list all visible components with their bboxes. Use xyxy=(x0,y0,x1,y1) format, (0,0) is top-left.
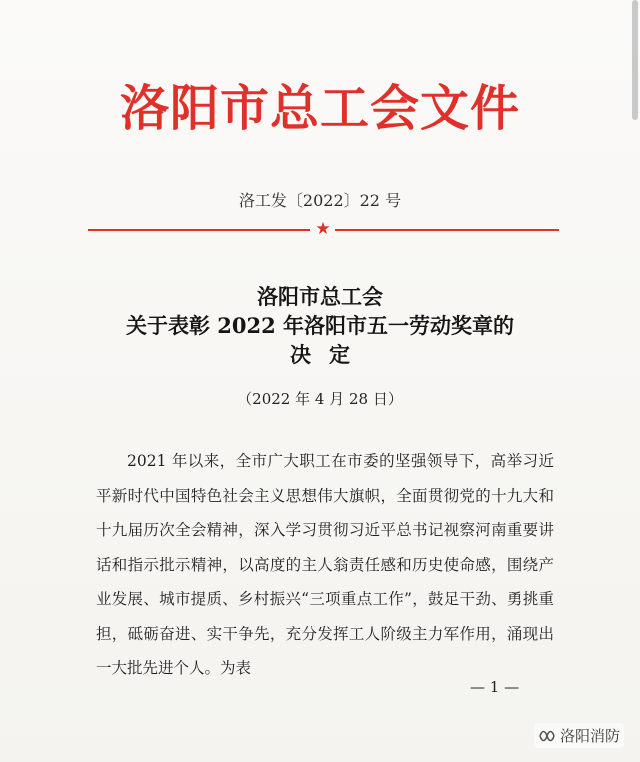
wechat-channel-icon xyxy=(538,728,556,744)
scrollbar[interactable] xyxy=(632,0,638,120)
title-line-2: 关于表彰 2022 年洛阳市五一劳动奖章的 xyxy=(125,313,515,338)
header-title: 洛阳市总工会文件 xyxy=(119,79,520,137)
star-icon: ★ xyxy=(315,219,331,239)
date-line: （2022 年 4 月 28 日） xyxy=(237,390,403,408)
watermark-label: 洛阳消防 xyxy=(559,727,620,745)
document-title xyxy=(0,282,640,369)
document-number: 洛工发〔2022〕22 号 xyxy=(238,191,402,210)
title-line-3: 决定 xyxy=(290,342,368,367)
title-line-1: 洛阳市总工会 xyxy=(257,284,383,309)
watermark xyxy=(534,723,624,748)
red-rule-left xyxy=(88,229,310,231)
page-number: — 1 — xyxy=(470,678,520,696)
body-text xyxy=(96,444,554,686)
body-paragraph: 2021 年以来，全市广大职工在市委的坚强领导下，高举习近平新时代中国特色社会主义思想伟大旗帜，全面贯彻党的十九大和十九届历次全会精神，深入学习贯彻习近平总书记视察河南重要讲话和指示批示精神，以高度的主人翁责任感和历史使命感，围绕产业发展、城市提质、乡村振兴“三项重点工作”，鼓足干劲、勇挑重担，砥砺奋进、实干争先，充分发挥工人阶级主力军作用，涌现出一大批先进个人。为表 xyxy=(96,452,554,677)
red-rule-right xyxy=(335,229,559,231)
